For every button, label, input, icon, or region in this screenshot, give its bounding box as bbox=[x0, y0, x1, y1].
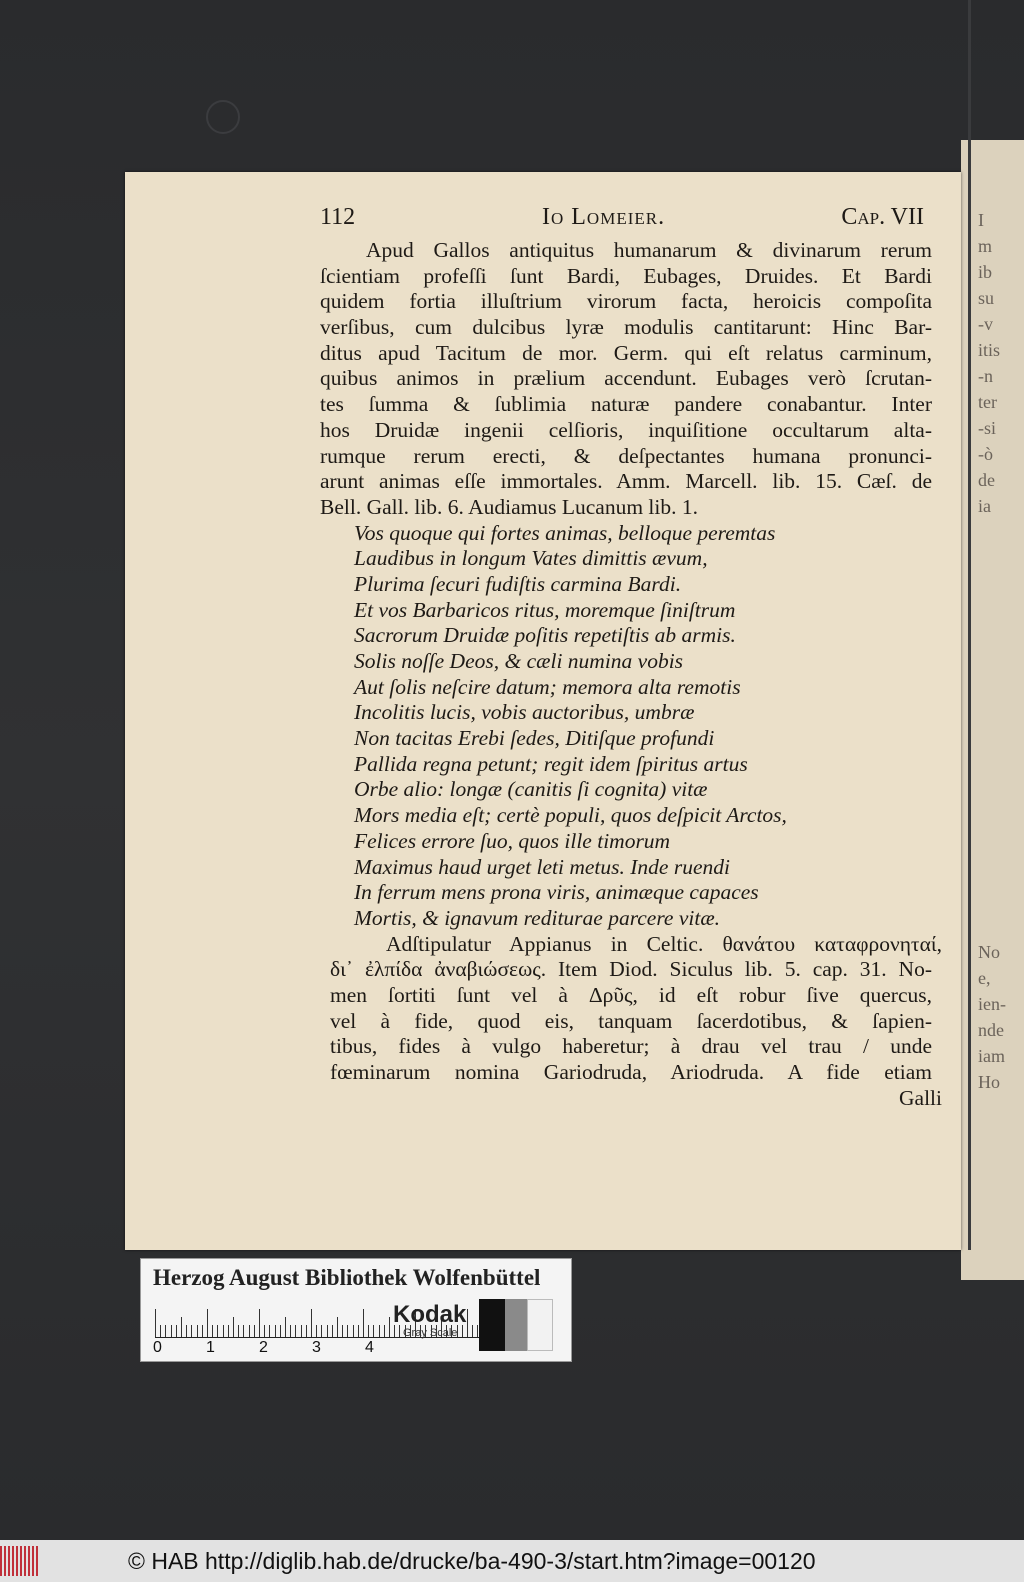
ruler-tick bbox=[347, 1325, 348, 1337]
gray-swatch-black bbox=[479, 1299, 505, 1351]
facing-page-fragment: -si bbox=[978, 418, 996, 438]
ruler-tick bbox=[207, 1309, 208, 1337]
ruler-numbers bbox=[153, 1339, 493, 1359]
ruler-number: 4 bbox=[365, 1339, 374, 1356]
facing-page-fragment: itis bbox=[978, 340, 1001, 360]
facing-page-fragment: de bbox=[978, 470, 995, 490]
text-line: verſibus, cum dulcibus lyræ modulis cantitarunt: Hinc Bar- bbox=[320, 315, 932, 340]
text-line: quibus animos in prælium accendunt. Eubages verò ſcrutan- bbox=[320, 366, 932, 391]
facing-page-fragment: -v bbox=[978, 314, 993, 334]
gray-swatch-mid bbox=[505, 1299, 527, 1351]
facing-page-fragment: ib bbox=[978, 262, 993, 282]
facing-page-shadow bbox=[968, 0, 971, 1250]
text-line: Bell. Gall. lib. 6. Audiamus Lucanum lib. 1. bbox=[320, 494, 699, 519]
barcode-bar bbox=[24, 1546, 26, 1576]
facing-page-fragment: iam bbox=[978, 1046, 1005, 1066]
ruler-tick bbox=[197, 1325, 198, 1337]
facing-page-fragment: nde bbox=[978, 1020, 1004, 1040]
text-line: δι᾽ ἐλπίδα ἀναβιώσεως. Item Diod. Siculus lib. 5. cap. 31. No- bbox=[330, 957, 932, 982]
text-line: Adſtipulatur Appianus in Celtic. θανάτου καταφρονηταί, bbox=[386, 931, 942, 956]
ruler-number: 0 bbox=[153, 1339, 162, 1356]
ruler-tick bbox=[275, 1325, 276, 1337]
ruler-tick bbox=[358, 1325, 359, 1337]
text-line: Laudibus in longum Vates dimittis ævum, bbox=[354, 546, 708, 571]
text-line: ſcientiam profeſſi ſunt Bardi, Eubages, Druides. Et Bardi bbox=[320, 263, 932, 288]
facing-page-fragment: I bbox=[978, 210, 984, 230]
ruler-tick bbox=[467, 1309, 468, 1337]
text-line: Aut ſolis neſcire datum; memora alta remotis bbox=[354, 674, 741, 699]
text-line: Incolitis lucis, vobis auctoribus, umbræ bbox=[354, 700, 695, 725]
text-line: Et vos Barbaricos ritus, moremque ſiniſtrum bbox=[354, 597, 736, 622]
text-line: Plurima ſecuri fudiſtis carmina Bardi. bbox=[354, 571, 682, 596]
text-line: Apud Gallos antiquitus humanarum & divinarum rerum bbox=[366, 238, 932, 262]
gray-scale-label: Gray Scale bbox=[403, 1327, 458, 1339]
running-title: Io Lomeier. bbox=[542, 204, 666, 230]
scanner-hole-mark bbox=[206, 100, 240, 134]
ruler-tick bbox=[202, 1325, 203, 1337]
barcode-icon bbox=[0, 1546, 42, 1576]
ruler-tick bbox=[342, 1325, 343, 1337]
facing-page-fragment: m bbox=[978, 236, 993, 256]
barcode-bar bbox=[36, 1546, 38, 1576]
facing-page-fragment: e, bbox=[978, 968, 991, 988]
barcode-bar bbox=[12, 1546, 14, 1576]
ruler-tick bbox=[316, 1325, 317, 1337]
text-line: rumque rerum erecti, & deſpectantes humana pronunci- bbox=[320, 443, 932, 468]
barcode-bar bbox=[8, 1546, 10, 1576]
ruler-tick bbox=[280, 1325, 281, 1337]
text-line: Solis noſſe Deos, & cæli numina vobis bbox=[354, 649, 684, 673]
ruler-tick bbox=[389, 1317, 390, 1337]
facing-page-fragment: No bbox=[978, 942, 1000, 962]
ruler-tick bbox=[321, 1325, 322, 1337]
ruler-tick bbox=[290, 1325, 291, 1337]
barcode-bar bbox=[4, 1546, 6, 1576]
text-line: fœminarum nomina Gariodruda, Ariodruda. A fide etiam bbox=[330, 1060, 932, 1084]
ruler-tick bbox=[337, 1317, 338, 1337]
ruler-tick bbox=[472, 1325, 473, 1337]
ruler-tick bbox=[285, 1317, 286, 1337]
ruler-number: 2 bbox=[259, 1339, 268, 1356]
ruler-tick bbox=[186, 1325, 187, 1337]
facing-page-fragment: ien- bbox=[978, 994, 1006, 1014]
ruler-tick bbox=[306, 1325, 307, 1337]
text-line: Orbe alio: longæ (canitis ſi cognita) vitæ bbox=[354, 777, 708, 802]
facing-page-fragment: su bbox=[978, 288, 995, 308]
ruler-tick bbox=[332, 1325, 333, 1337]
barcode-bar bbox=[28, 1546, 30, 1576]
text-line: hos Druidæ ingenii celſioris, inquiſitione occultarum alta- bbox=[320, 417, 932, 442]
facing-page-fragment: ia bbox=[978, 496, 991, 516]
footer-link[interactable]: © HAB http://diglib.hab.de/drucke/ba-490-3/start.htm?image=00120 bbox=[128, 1548, 816, 1574]
ruler-tick bbox=[353, 1325, 354, 1337]
barcode-bar bbox=[20, 1546, 22, 1576]
text-line: Felices errore ſuo, quos ille timorum bbox=[354, 828, 671, 853]
ruler-tick bbox=[160, 1325, 161, 1337]
ruler-tick bbox=[384, 1325, 385, 1337]
ruler-tick bbox=[233, 1317, 234, 1337]
text-line: arunt animas eſſe immortales. Amm. Marcell. lib. 15. Cæſ. de bbox=[320, 469, 932, 494]
ruler-tick bbox=[368, 1325, 369, 1337]
facing-page-fragment: -ò bbox=[978, 444, 993, 464]
footer-bar bbox=[0, 1540, 1024, 1582]
text-line: Non tacitas Erebi ſedes, Ditiſque profundi bbox=[354, 726, 715, 751]
ruler-tick bbox=[301, 1325, 302, 1337]
ruler-tick bbox=[238, 1325, 239, 1337]
ruler-number: 1 bbox=[206, 1339, 215, 1356]
text-line: vel à fide, quod eis, tanquam ſacerdotibus, & ſapien- bbox=[330, 1008, 932, 1033]
facing-page-fragment: -n bbox=[978, 366, 993, 386]
page-number: 112 bbox=[320, 204, 356, 230]
text-line: Mors media eſt; certè populi, quos deſpicit Arctos, bbox=[354, 803, 787, 828]
barcode-bar bbox=[0, 1546, 2, 1576]
text-line: quidem fortia illuſtrium virorum facta, heroicis compoſita bbox=[320, 289, 932, 314]
text-line: Mortis, & ignavum rediturae parcere vitæ. bbox=[354, 905, 721, 930]
ruler-tick bbox=[373, 1325, 374, 1337]
text-line: Maximus haud urget leti metus. Inde ruendi bbox=[354, 854, 730, 879]
page-text bbox=[320, 204, 942, 1112]
kodak-logo: Kodak bbox=[393, 1301, 467, 1328]
ruler-tick bbox=[181, 1317, 182, 1337]
text-line: men ſortiti ſunt vel à Δρῦς, id eſt robur ſive quercus, bbox=[330, 982, 932, 1007]
facing-page-fragment: Ho bbox=[978, 1072, 1000, 1092]
ruler-tick bbox=[223, 1325, 224, 1337]
ruler-tick bbox=[363, 1309, 364, 1337]
ruler-tick bbox=[176, 1325, 177, 1337]
barcode-bar bbox=[32, 1546, 34, 1576]
text-line: tibus, fides à vulgo haberetur; à drau vel trau / unde bbox=[330, 1034, 932, 1059]
ruler-tick bbox=[259, 1309, 260, 1337]
catchword: Galli bbox=[899, 1085, 942, 1110]
ruler-tick bbox=[311, 1309, 312, 1337]
text-line: Vos quoque qui fortes animas, belloque peremtas bbox=[354, 520, 776, 545]
gray-swatch-white bbox=[527, 1299, 553, 1351]
ruler-tick bbox=[217, 1325, 218, 1337]
text-line: Sacrorum Druidæ poſitis repetiſtis ab armis. bbox=[354, 623, 736, 648]
ruler-tick bbox=[295, 1325, 296, 1337]
ruler-tick bbox=[327, 1325, 328, 1337]
text-line: ditus apud Tacitum de mor. Germ. qui eſt relatus carminum, bbox=[320, 340, 932, 365]
ruler-tick bbox=[228, 1325, 229, 1337]
ruler-tick bbox=[249, 1325, 250, 1337]
facing-page-fragment: ter bbox=[978, 392, 997, 412]
text-line: In ferrum mens prona viris, animæque capaces bbox=[354, 880, 759, 905]
ruler-tick bbox=[243, 1325, 244, 1337]
ruler-tick bbox=[269, 1325, 270, 1337]
text-line: tes ſumma & ſublimia naturæ pandere conabantur. Inter bbox=[320, 392, 932, 417]
ruler-tick bbox=[171, 1325, 172, 1337]
scale-card bbox=[140, 1258, 572, 1362]
ruler-tick bbox=[191, 1325, 192, 1337]
chapter-label: Cap. VII bbox=[841, 204, 924, 230]
ruler-number: 3 bbox=[312, 1339, 321, 1356]
running-head bbox=[320, 204, 942, 238]
text-line: Pallida regna petunt; regit idem ſpiritus artus bbox=[354, 751, 748, 776]
ruler-tick bbox=[264, 1325, 265, 1337]
barcode-bar bbox=[16, 1546, 18, 1576]
ruler-tick bbox=[165, 1325, 166, 1337]
ruler-tick bbox=[379, 1325, 380, 1337]
library-name: Herzog August Bibliothek Wolfenbüttel bbox=[153, 1265, 541, 1290]
ruler-tick bbox=[254, 1325, 255, 1337]
ruler-tick bbox=[212, 1325, 213, 1337]
text-lines bbox=[320, 238, 942, 1086]
ruler-tick bbox=[155, 1309, 156, 1337]
